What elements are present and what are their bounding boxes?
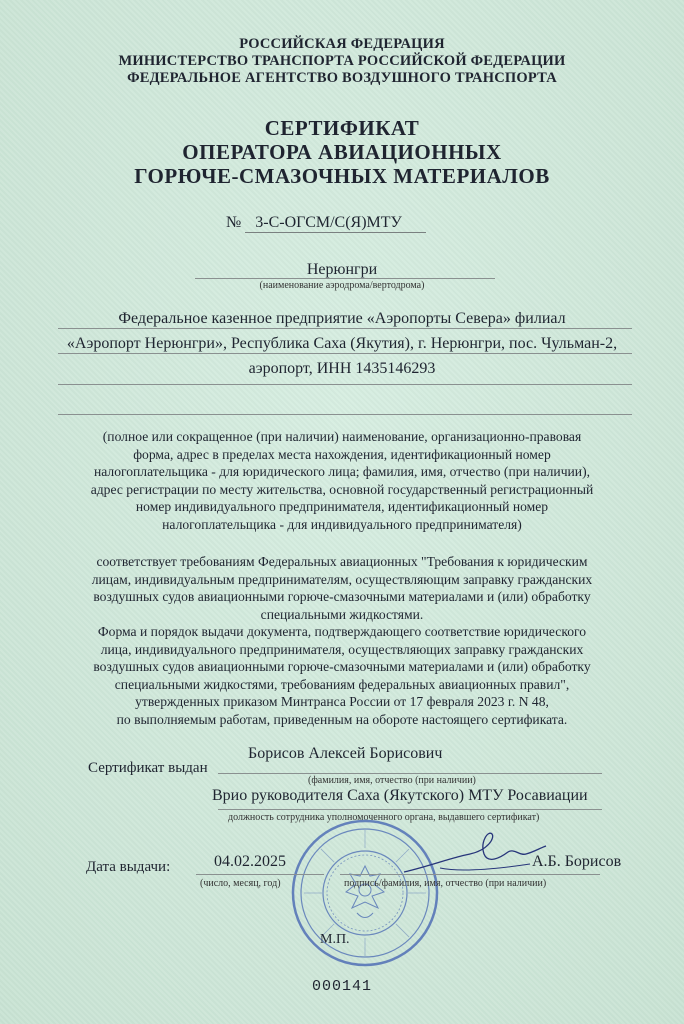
compliance-line: воздушных судов авиационными горюче-смазочными материалами и (или) обработку bbox=[93, 659, 591, 674]
signer-name: А.Б. Борисов bbox=[532, 853, 622, 870]
compliance-text bbox=[0, 553, 684, 728]
holder-caption-line: налогоплательщика - для индивидуального предпринимателя) bbox=[162, 516, 522, 532]
compliance-line: лица, индивидуального предпринимателя, осуществляющих заправку гражданских bbox=[100, 641, 584, 657]
holder-underline-1 bbox=[58, 328, 632, 329]
number-label: № bbox=[226, 214, 242, 231]
compliance-line: специальными жидкостями, требованиям федеральных авиационных правил", bbox=[114, 676, 570, 692]
serial-number: 000141 bbox=[311, 978, 372, 995]
holder-caption bbox=[0, 428, 684, 533]
signer-caption: подпись/фамилия, имя, отчество (при наличии) bbox=[344, 878, 547, 889]
aerodrome-value: Нерюнгри bbox=[306, 261, 378, 278]
title-certificate: СЕРТИФИКАТ bbox=[264, 116, 420, 140]
stamp-label: М.П. bbox=[320, 932, 350, 947]
compliance-line: лицам, индивидуальным предпринимателям, осуществляющим заправку гражданских bbox=[91, 571, 593, 587]
compliance-line: воздушных судов авиационными горюче-смазочными материалами и (или) обработку bbox=[93, 589, 591, 604]
holder-underline-4 bbox=[58, 414, 632, 415]
issued-label: Сертификат выдан bbox=[88, 760, 208, 776]
holder-caption-line: (полное или сокращенное (при наличии) наименование, организационно-правовая bbox=[102, 429, 582, 444]
date-caption: (число, месяц, год) bbox=[200, 878, 281, 889]
holder-line-3: аэропорт, ИНН 1435146293 bbox=[248, 360, 436, 377]
holder-line-2: «Аэропорт Нерюнгри», Республика Саха (Якутия), г. Нерюнгри, пос. Чульман-2, bbox=[66, 335, 618, 352]
compliance-line: Форма и порядок выдачи документа, подтверждающего соответствие юридического bbox=[97, 624, 587, 639]
holder-caption-line: номер индивидуального предпринимателя, идентификационный номер bbox=[135, 499, 549, 514]
holder-line-1: Федеральное казенное предприятие «Аэропорты Севера» филиал bbox=[118, 310, 566, 327]
date-value: 04.02.2025 bbox=[214, 853, 286, 870]
holder-underline-2 bbox=[58, 353, 632, 354]
holder-caption-line: форма, адрес в пределах места нахождения, идентификационный номер bbox=[133, 446, 551, 462]
title-operator: ОПЕРАТОРА АВИАЦИОННЫХ bbox=[182, 140, 502, 164]
holder-underline-3 bbox=[58, 384, 632, 385]
compliance-line: соответствует требованиям Федеральных авиационных "Требования к юридическим bbox=[96, 554, 588, 569]
issued-name-caption: (фамилия, имя, отчество (при наличии) bbox=[308, 775, 476, 786]
aerodrome-caption: (наименование аэродрома/вертодрома) bbox=[259, 280, 425, 291]
date-line bbox=[196, 874, 324, 875]
title-materials: ГОРЮЧЕ-СМАЗОЧНЫХ МАТЕРИАЛОВ bbox=[134, 164, 550, 188]
issued-name: Борисов Алексей Борисович bbox=[248, 745, 443, 762]
compliance-line: утвержденных приказом Минтранса России от 17 февраля 2023 г. N 48, bbox=[135, 694, 549, 709]
compliance-line: по выполняемым работам, приведенным на обороте настоящего сертификата. bbox=[116, 711, 568, 727]
certificate-number bbox=[226, 214, 426, 233]
number-value: 3-С-ОГСМ/С(Я)МТУ bbox=[245, 214, 426, 233]
aerodrome-line bbox=[195, 278, 495, 279]
signer-line bbox=[340, 874, 600, 875]
issued-position: Врио руководителя Саха (Якутского) МТУ Росавиации bbox=[212, 787, 588, 804]
issued-position-line bbox=[218, 809, 602, 810]
header-ministry: МИНИСТЕРСТВО ТРАНСПОРТА РОССИЙСКОЙ ФЕДЕРАЦИИ bbox=[118, 53, 566, 69]
header-agency: ФЕДЕРАЛЬНОЕ АГЕНТСТВО ВОЗДУШНОГО ТРАНСПОРТА bbox=[127, 70, 557, 86]
holder-caption-line: адрес регистрации по месту жительства, основной государственный регистрационный bbox=[90, 481, 594, 497]
holder-caption-line: налогоплательщика - для юридического лица; фамилия, имя, отчество (при наличии), bbox=[93, 464, 591, 479]
issued-name-line bbox=[218, 773, 602, 774]
date-label: Дата выдачи: bbox=[86, 859, 171, 875]
header-country: РОССИЙСКАЯ ФЕДЕРАЦИЯ bbox=[239, 36, 445, 52]
compliance-line: специальными жидкостями. bbox=[260, 606, 424, 622]
issued-position-caption: должность сотрудника уполномоченного органа, выдавшего сертификат) bbox=[228, 812, 540, 823]
